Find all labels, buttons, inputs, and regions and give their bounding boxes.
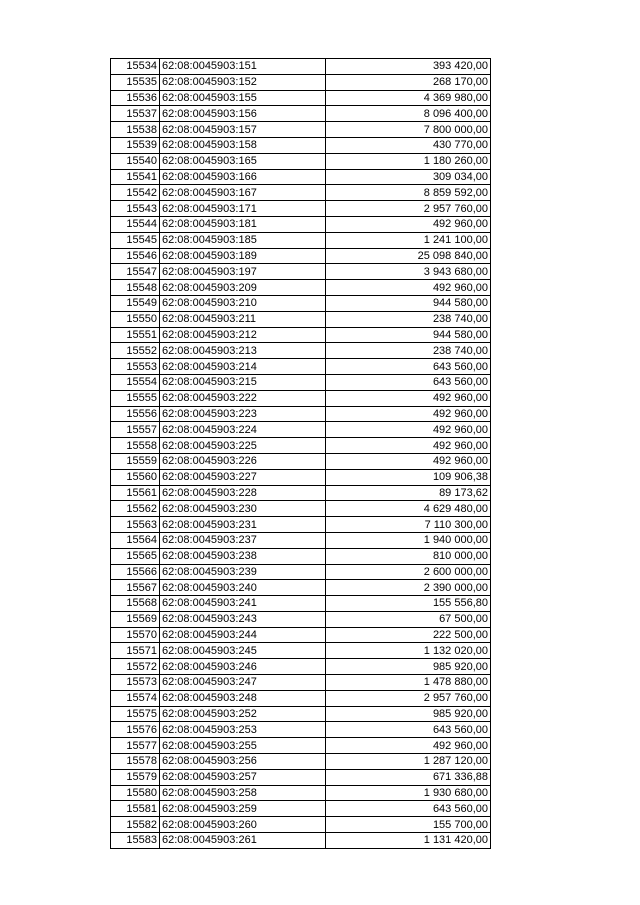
table-row <box>111 406 491 422</box>
row-number-cell: 15573 <box>111 675 160 691</box>
row-number-cell: 15540 <box>111 153 160 169</box>
row-number-cell: 15577 <box>111 738 160 754</box>
cadastral-number-cell: 62:08:0045903:185 <box>160 232 326 248</box>
row-number-cell: 15557 <box>111 422 160 438</box>
row-number-cell: 15546 <box>111 248 160 264</box>
row-number-cell: 15536 <box>111 90 160 106</box>
table-row <box>111 74 491 90</box>
cadastral-value-cell: 2 957 760,00 <box>326 690 491 706</box>
row-number-cell: 15562 <box>111 501 160 517</box>
cadastral-number-cell: 62:08:0045903:245 <box>160 643 326 659</box>
cadastral-value-cell: 1 930 680,00 <box>326 785 491 801</box>
cadastral-value-cell: 1 131 420,00 <box>326 833 491 849</box>
cadastral-value-cell: 492 960,00 <box>326 280 491 296</box>
cadastral-value-cell: 944 580,00 <box>326 327 491 343</box>
table-row <box>111 801 491 817</box>
cadastral-number-cell: 62:08:0045903:197 <box>160 264 326 280</box>
table-row <box>111 59 491 75</box>
row-number-cell: 15535 <box>111 74 160 90</box>
cadastral-number-cell: 62:08:0045903:244 <box>160 627 326 643</box>
cadastral-value-cell: 492 960,00 <box>326 438 491 454</box>
row-number-cell: 15561 <box>111 485 160 501</box>
row-number-cell: 15583 <box>111 833 160 849</box>
cadastral-value-cell: 492 960,00 <box>326 390 491 406</box>
cadastral-value-cell: 810 000,00 <box>326 548 491 564</box>
cadastral-number-cell: 62:08:0045903:253 <box>160 722 326 738</box>
table-row <box>111 785 491 801</box>
table-row <box>111 580 491 596</box>
table-row <box>111 422 491 438</box>
row-number-cell: 15553 <box>111 359 160 375</box>
cadastral-value-cell: 985 920,00 <box>326 659 491 675</box>
cadastral-number-cell: 62:08:0045903:157 <box>160 122 326 138</box>
cadastral-value-cell: 1 241 100,00 <box>326 232 491 248</box>
cadastral-value-cell: 155 700,00 <box>326 817 491 833</box>
row-number-cell: 15558 <box>111 438 160 454</box>
table-row <box>111 106 491 122</box>
cadastral-number-cell: 62:08:0045903:214 <box>160 359 326 375</box>
cadastral-number-cell: 62:08:0045903:222 <box>160 390 326 406</box>
cadastral-value-cell: 643 560,00 <box>326 374 491 390</box>
row-number-cell: 15541 <box>111 169 160 185</box>
cadastral-value-table <box>110 58 491 849</box>
row-number-cell: 15560 <box>111 469 160 485</box>
row-number-cell: 15554 <box>111 374 160 390</box>
cadastral-value-cell: 4 369 980,00 <box>326 90 491 106</box>
row-number-cell: 15564 <box>111 532 160 548</box>
cadastral-number-cell: 62:08:0045903:238 <box>160 548 326 564</box>
cadastral-number-cell: 62:08:0045903:165 <box>160 153 326 169</box>
cadastral-value-cell: 430 770,00 <box>326 137 491 153</box>
cadastral-value-cell: 268 170,00 <box>326 74 491 90</box>
cadastral-number-cell: 62:08:0045903:151 <box>160 59 326 75</box>
cadastral-number-cell: 62:08:0045903:256 <box>160 754 326 770</box>
cadastral-value-cell: 7 110 300,00 <box>326 517 491 533</box>
cadastral-value-cell: 1 180 260,00 <box>326 153 491 169</box>
cadastral-value-cell: 8 859 592,00 <box>326 185 491 201</box>
cadastral-number-cell: 62:08:0045903:255 <box>160 738 326 754</box>
cadastral-number-cell: 62:08:0045903:189 <box>160 248 326 264</box>
row-number-cell: 15548 <box>111 280 160 296</box>
row-number-cell: 15563 <box>111 517 160 533</box>
table-row <box>111 216 491 232</box>
table-row <box>111 169 491 185</box>
table-row <box>111 232 491 248</box>
cadastral-number-cell: 62:08:0045903:225 <box>160 438 326 454</box>
cadastral-number-cell: 62:08:0045903:181 <box>160 216 326 232</box>
row-number-cell: 15544 <box>111 216 160 232</box>
table-row <box>111 548 491 564</box>
table-row <box>111 501 491 517</box>
table-row <box>111 185 491 201</box>
table-row <box>111 690 491 706</box>
table-row <box>111 122 491 138</box>
table-row <box>111 201 491 217</box>
row-number-cell: 15538 <box>111 122 160 138</box>
cadastral-number-cell: 62:08:0045903:223 <box>160 406 326 422</box>
row-number-cell: 15570 <box>111 627 160 643</box>
table-row <box>111 295 491 311</box>
cadastral-value-cell: 238 740,00 <box>326 343 491 359</box>
cadastral-value-cell: 492 960,00 <box>326 406 491 422</box>
cadastral-value-cell: 643 560,00 <box>326 801 491 817</box>
cadastral-number-cell: 62:08:0045903:227 <box>160 469 326 485</box>
row-number-cell: 15552 <box>111 343 160 359</box>
cadastral-number-cell: 62:08:0045903:155 <box>160 90 326 106</box>
row-number-cell: 15543 <box>111 201 160 217</box>
cadastral-value-cell: 492 960,00 <box>326 453 491 469</box>
cadastral-number-cell: 62:08:0045903:210 <box>160 295 326 311</box>
cadastral-number-cell: 62:08:0045903:252 <box>160 706 326 722</box>
cadastral-value-cell: 25 098 840,00 <box>326 248 491 264</box>
cadastral-number-cell: 62:08:0045903:166 <box>160 169 326 185</box>
table-row <box>111 374 491 390</box>
cadastral-value-cell: 1 478 880,00 <box>326 675 491 691</box>
cadastral-value-cell: 238 740,00 <box>326 311 491 327</box>
row-number-cell: 15566 <box>111 564 160 580</box>
table-row <box>111 390 491 406</box>
table-row <box>111 359 491 375</box>
cadastral-value-cell: 109 906,38 <box>326 469 491 485</box>
cadastral-number-cell: 62:08:0045903:213 <box>160 343 326 359</box>
table-row <box>111 706 491 722</box>
cadastral-number-cell: 62:08:0045903:257 <box>160 769 326 785</box>
table-row <box>111 769 491 785</box>
row-number-cell: 15539 <box>111 137 160 153</box>
cadastral-number-cell: 62:08:0045903:258 <box>160 785 326 801</box>
cadastral-number-cell: 62:08:0045903:248 <box>160 690 326 706</box>
cadastral-number-cell: 62:08:0045903:246 <box>160 659 326 675</box>
table-row <box>111 311 491 327</box>
table-row <box>111 90 491 106</box>
cadastral-number-cell: 62:08:0045903:261 <box>160 833 326 849</box>
cadastral-value-cell: 2 600 000,00 <box>326 564 491 580</box>
cadastral-number-cell: 62:08:0045903:167 <box>160 185 326 201</box>
table-row <box>111 327 491 343</box>
cadastral-number-cell: 62:08:0045903:243 <box>160 611 326 627</box>
row-number-cell: 15578 <box>111 754 160 770</box>
cadastral-number-cell: 62:08:0045903:212 <box>160 327 326 343</box>
table-row <box>111 438 491 454</box>
cadastral-value-cell: 222 500,00 <box>326 627 491 643</box>
cadastral-value-cell: 643 560,00 <box>326 359 491 375</box>
cadastral-value-cell: 309 034,00 <box>326 169 491 185</box>
table-row <box>111 833 491 849</box>
cadastral-number-cell: 62:08:0045903:226 <box>160 453 326 469</box>
table-row <box>111 137 491 153</box>
cadastral-value-cell: 2 390 000,00 <box>326 580 491 596</box>
table-row <box>111 517 491 533</box>
cadastral-value-cell: 155 556,80 <box>326 596 491 612</box>
cadastral-value-cell: 89 173,62 <box>326 485 491 501</box>
cadastral-number-cell: 62:08:0045903:156 <box>160 106 326 122</box>
row-number-cell: 15576 <box>111 722 160 738</box>
row-number-cell: 15569 <box>111 611 160 627</box>
row-number-cell: 15556 <box>111 406 160 422</box>
cadastral-value-cell: 3 943 680,00 <box>326 264 491 280</box>
cadastral-value-cell: 1 132 020,00 <box>326 643 491 659</box>
row-number-cell: 15555 <box>111 390 160 406</box>
row-number-cell: 15567 <box>111 580 160 596</box>
cadastral-number-cell: 62:08:0045903:158 <box>160 137 326 153</box>
table-row <box>111 659 491 675</box>
row-number-cell: 15559 <box>111 453 160 469</box>
table-row <box>111 754 491 770</box>
cadastral-value-cell: 2 957 760,00 <box>326 201 491 217</box>
cadastral-value-cell: 7 800 000,00 <box>326 122 491 138</box>
row-number-cell: 15534 <box>111 59 160 75</box>
row-number-cell: 15574 <box>111 690 160 706</box>
table-row <box>111 532 491 548</box>
cadastral-value-cell: 1 287 120,00 <box>326 754 491 770</box>
cadastral-number-cell: 62:08:0045903:260 <box>160 817 326 833</box>
cadastral-number-cell: 62:08:0045903:209 <box>160 280 326 296</box>
cadastral-value-cell: 671 336,88 <box>326 769 491 785</box>
row-number-cell: 15551 <box>111 327 160 343</box>
row-number-cell: 15571 <box>111 643 160 659</box>
table-row <box>111 453 491 469</box>
row-number-cell: 15568 <box>111 596 160 612</box>
cadastral-number-cell: 62:08:0045903:259 <box>160 801 326 817</box>
table-row <box>111 485 491 501</box>
row-number-cell: 15581 <box>111 801 160 817</box>
cadastral-number-cell: 62:08:0045903:224 <box>160 422 326 438</box>
cadastral-value-cell: 944 580,00 <box>326 295 491 311</box>
cadastral-number-cell: 62:08:0045903:237 <box>160 532 326 548</box>
cadastral-number-cell: 62:08:0045903:241 <box>160 596 326 612</box>
row-number-cell: 15575 <box>111 706 160 722</box>
cadastral-number-cell: 62:08:0045903:171 <box>160 201 326 217</box>
table-row <box>111 675 491 691</box>
table-row <box>111 280 491 296</box>
cadastral-number-cell: 62:08:0045903:215 <box>160 374 326 390</box>
row-number-cell: 15542 <box>111 185 160 201</box>
table-row <box>111 264 491 280</box>
table-row <box>111 611 491 627</box>
row-number-cell: 15579 <box>111 769 160 785</box>
table-row <box>111 596 491 612</box>
row-number-cell: 15550 <box>111 311 160 327</box>
cadastral-value-cell: 985 920,00 <box>326 706 491 722</box>
cadastral-number-cell: 62:08:0045903:239 <box>160 564 326 580</box>
table-row <box>111 627 491 643</box>
cadastral-number-cell: 62:08:0045903:247 <box>160 675 326 691</box>
row-number-cell: 15582 <box>111 817 160 833</box>
row-number-cell: 15545 <box>111 232 160 248</box>
cadastral-number-cell: 62:08:0045903:240 <box>160 580 326 596</box>
row-number-cell: 15565 <box>111 548 160 564</box>
cadastral-value-cell: 492 960,00 <box>326 738 491 754</box>
cadastral-number-cell: 62:08:0045903:231 <box>160 517 326 533</box>
cadastral-value-cell: 67 500,00 <box>326 611 491 627</box>
cadastral-number-cell: 62:08:0045903:228 <box>160 485 326 501</box>
cadastral-value-cell: 643 560,00 <box>326 722 491 738</box>
table-row <box>111 738 491 754</box>
table-row <box>111 343 491 359</box>
row-number-cell: 15549 <box>111 295 160 311</box>
cadastral-value-cell: 1 940 000,00 <box>326 532 491 548</box>
table-row <box>111 564 491 580</box>
row-number-cell: 15547 <box>111 264 160 280</box>
cadastral-value-cell: 492 960,00 <box>326 216 491 232</box>
cadastral-value-cell: 8 096 400,00 <box>326 106 491 122</box>
cadastral-value-cell: 492 960,00 <box>326 422 491 438</box>
row-number-cell: 15580 <box>111 785 160 801</box>
cadastral-number-cell: 62:08:0045903:211 <box>160 311 326 327</box>
row-number-cell: 15537 <box>111 106 160 122</box>
cadastral-value-cell: 393 420,00 <box>326 59 491 75</box>
table-row <box>111 643 491 659</box>
cadastral-value-cell: 4 629 480,00 <box>326 501 491 517</box>
table-row <box>111 722 491 738</box>
cadastral-number-cell: 62:08:0045903:152 <box>160 74 326 90</box>
row-number-cell: 15572 <box>111 659 160 675</box>
table-row <box>111 469 491 485</box>
table-body <box>111 59 491 849</box>
table-row <box>111 248 491 264</box>
table-row <box>111 153 491 169</box>
table-row <box>111 817 491 833</box>
cadastral-number-cell: 62:08:0045903:230 <box>160 501 326 517</box>
